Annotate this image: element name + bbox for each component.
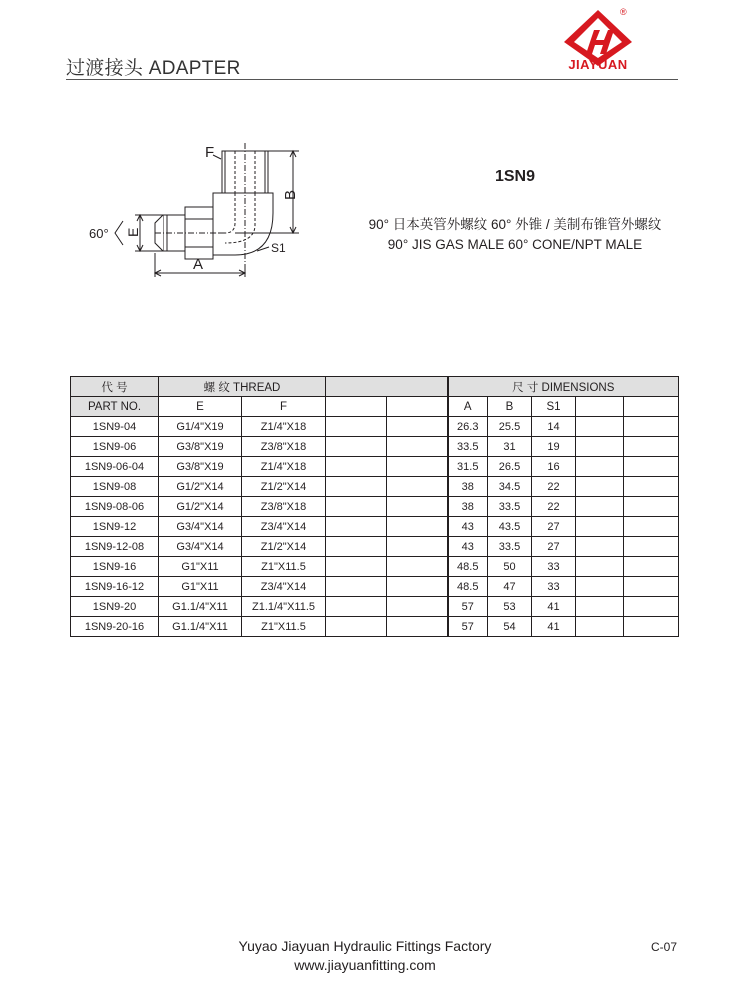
dim-b-cell: 33.5 (488, 537, 532, 557)
empty-cell (326, 437, 387, 457)
thread-e-cell: G1"X11 (159, 577, 242, 597)
empty-cell (387, 537, 448, 557)
thread-f-cell: Z1"X11.5 (242, 557, 326, 577)
dim-a-cell: 38 (448, 477, 488, 497)
header-empty (326, 397, 387, 417)
part-no-cell: 1SN9-16-12 (71, 577, 159, 597)
header-empty (576, 397, 624, 417)
thread-e-cell: G1/2"X14 (159, 477, 242, 497)
label-a: A (193, 256, 204, 273)
dim-s1-cell: 33 (532, 577, 576, 597)
empty-cell (624, 417, 679, 437)
dim-a-cell: 26.3 (448, 417, 488, 437)
thread-e-cell: G1/2"X14 (159, 497, 242, 517)
thread-f-cell: Z1/2"X14 (242, 477, 326, 497)
table-row (71, 437, 679, 457)
header-empty (624, 397, 679, 417)
thread-f-cell: Z3/8"X18 (242, 497, 326, 517)
empty-cell (576, 517, 624, 537)
dim-s1-cell: 16 (532, 457, 576, 477)
thread-f-cell: Z3/4"X14 (242, 517, 326, 537)
thread-f-cell: Z3/4"X14 (242, 577, 326, 597)
dim-a-cell: 48.5 (448, 577, 488, 597)
table-header-row-2 (71, 397, 679, 417)
dim-s1-cell: 33 (532, 557, 576, 577)
empty-cell (576, 417, 624, 437)
header-e: E (159, 397, 242, 417)
thread-e-cell: G3/8"X19 (159, 437, 242, 457)
empty-cell (624, 517, 679, 537)
footer-website: www.jiayuanfitting.com (294, 957, 436, 973)
empty-cell (624, 617, 679, 637)
thread-f-cell: Z1/4"X18 (242, 457, 326, 477)
empty-cell (624, 597, 679, 617)
fitting-drawing (85, 135, 315, 285)
empty-cell (387, 557, 448, 577)
page-title: 过渡接头 ADAPTER (66, 58, 241, 79)
empty-cell (326, 617, 387, 637)
registered-mark: ® (620, 7, 627, 17)
brand-name: JIAYUAN (568, 57, 628, 72)
thread-e-cell: G3/4"X14 (159, 517, 242, 537)
empty-cell (624, 557, 679, 577)
header-empty (387, 397, 448, 417)
empty-cell (387, 437, 448, 457)
description-english: 90° JIS GAS MALE 60° CONE/NPT MALE (387, 237, 643, 252)
dim-b-cell: 54 (488, 617, 532, 637)
empty-cell (387, 597, 448, 617)
empty-cell (387, 517, 448, 537)
empty-cell (576, 457, 624, 477)
table-row (71, 557, 679, 577)
label-angle: 60° (89, 226, 109, 241)
header-thread: 螺 纹 THREAD (159, 377, 326, 397)
header-divider (66, 79, 678, 80)
dim-s1-cell: 41 (532, 617, 576, 637)
empty-cell (576, 617, 624, 637)
part-no-cell: 1SN9-06-04 (71, 457, 159, 477)
empty-cell (576, 597, 624, 617)
header-part-no: PART NO. (71, 397, 159, 417)
empty-cell (624, 437, 679, 457)
dim-a-cell: 48.5 (448, 557, 488, 577)
part-no-cell: 1SN9-08-06 (71, 497, 159, 517)
part-no-cell: 1SN9-20-16 (71, 617, 159, 637)
part-no-cell: 1SN9-04 (71, 417, 159, 437)
dim-a-cell: 31.5 (448, 457, 488, 477)
empty-cell (387, 497, 448, 517)
thread-f-cell: Z3/8"X18 (242, 437, 326, 457)
thread-e-cell: G3/8"X19 (159, 457, 242, 477)
dim-a-cell: 38 (448, 497, 488, 517)
description-chinese: 90° 日本英管外螺纹 60° 外锥 / 美制布锥管外螺纹 (368, 217, 662, 232)
dim-b-cell: 25.5 (488, 417, 532, 437)
table-row (71, 417, 679, 437)
thread-f-cell: Z1/2"X14 (242, 537, 326, 557)
part-no-cell: 1SN9-16 (71, 557, 159, 577)
thread-f-cell: Z1"X11.5 (242, 617, 326, 637)
thread-e-cell: G1.1/4"X11 (159, 617, 242, 637)
table-row (71, 597, 679, 617)
table-row (71, 517, 679, 537)
empty-cell (387, 417, 448, 437)
header-blank (326, 377, 448, 397)
thread-e-cell: G1"X11 (159, 557, 242, 577)
empty-cell (576, 437, 624, 457)
thread-e-cell: G1.1/4"X11 (159, 597, 242, 617)
empty-cell (387, 617, 448, 637)
empty-cell (576, 497, 624, 517)
dim-s1-cell: 14 (532, 417, 576, 437)
dim-s1-cell: 19 (532, 437, 576, 457)
empty-cell (576, 577, 624, 597)
dim-s1-cell: 22 (532, 477, 576, 497)
header-a: A (448, 397, 488, 417)
dim-b-cell: 53 (488, 597, 532, 617)
empty-cell (576, 477, 624, 497)
label-s1: S1 (271, 241, 286, 255)
empty-cell (624, 497, 679, 517)
dim-b-cell: 47 (488, 577, 532, 597)
part-no-cell: 1SN9-12-08 (71, 537, 159, 557)
dim-b-cell: 26.5 (488, 457, 532, 477)
table-row (71, 617, 679, 637)
dim-a-cell: 43 (448, 517, 488, 537)
page-number: C-07 (651, 940, 678, 954)
thread-f-cell: Z1/4"X18 (242, 417, 326, 437)
dim-s1-cell: 22 (532, 497, 576, 517)
part-no-cell: 1SN9-12 (71, 517, 159, 537)
empty-cell (576, 537, 624, 557)
empty-cell (326, 577, 387, 597)
part-no-cell: 1SN9-06 (71, 437, 159, 457)
dim-a-cell: 33.5 (448, 437, 488, 457)
label-e: E (125, 227, 141, 237)
dimensions-table (70, 376, 679, 637)
empty-cell (387, 457, 448, 477)
empty-cell (326, 457, 387, 477)
dim-b-cell: 43.5 (488, 517, 532, 537)
dim-s1-cell: 27 (532, 537, 576, 557)
empty-cell (624, 537, 679, 557)
header-s1: S1 (532, 397, 576, 417)
dim-a-cell: 43 (448, 537, 488, 557)
table-row (71, 577, 679, 597)
dim-s1-cell: 41 (532, 597, 576, 617)
empty-cell (326, 477, 387, 497)
header-f: F (242, 397, 326, 417)
dim-s1-cell: 27 (532, 517, 576, 537)
thread-f-cell: Z1.1/4"X11.5 (242, 597, 326, 617)
table-row (71, 497, 679, 517)
empty-cell (387, 577, 448, 597)
dim-b-cell: 34.5 (488, 477, 532, 497)
empty-cell (326, 537, 387, 557)
empty-cell (624, 477, 679, 497)
empty-cell (326, 417, 387, 437)
thread-e-cell: G1/4"X19 (159, 417, 242, 437)
table-row (71, 457, 679, 477)
empty-cell (326, 597, 387, 617)
dim-a-cell: 57 (448, 597, 488, 617)
thread-e-cell: G3/4"X14 (159, 537, 242, 557)
empty-cell (387, 477, 448, 497)
header-b: B (488, 397, 532, 417)
dim-b-cell: 33.5 (488, 497, 532, 517)
dim-a-cell: 57 (448, 617, 488, 637)
header-code: 代 号 (71, 377, 159, 397)
part-no-cell: 1SN9-20 (71, 597, 159, 617)
dim-b-cell: 31 (488, 437, 532, 457)
label-b: B (282, 189, 299, 200)
part-no-cell: 1SN9-08 (71, 477, 159, 497)
model-number: 1SN9 (494, 168, 536, 185)
dim-b-cell: 50 (488, 557, 532, 577)
table-row (71, 537, 679, 557)
table-row (71, 477, 679, 497)
footer-company: Yuyao Jiayuan Hydraulic Fittings Factory (238, 938, 492, 954)
table-header-row-1 (71, 377, 679, 397)
empty-cell (624, 577, 679, 597)
empty-cell (326, 517, 387, 537)
header-dimensions: 尺 寸 DIMENSIONS (448, 377, 679, 397)
empty-cell (624, 457, 679, 477)
empty-cell (326, 557, 387, 577)
label-f: F (205, 144, 215, 161)
empty-cell (576, 557, 624, 577)
empty-cell (326, 497, 387, 517)
